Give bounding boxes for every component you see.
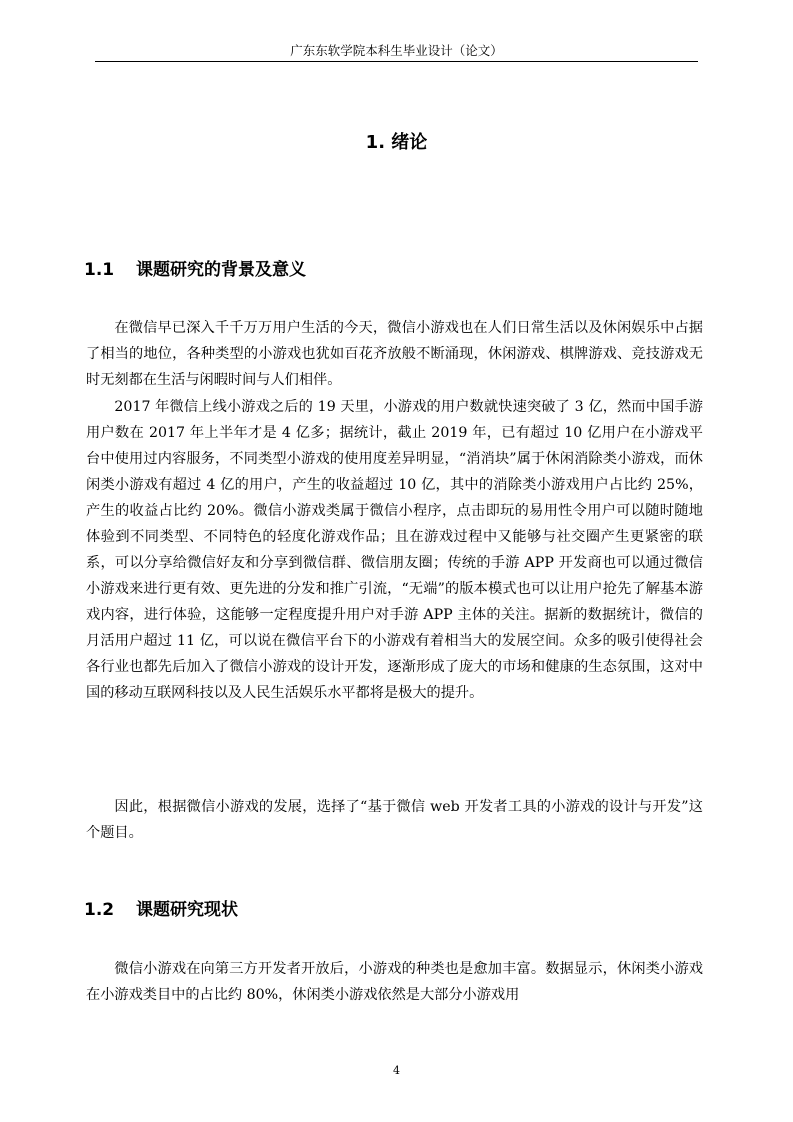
section-number: 1.2 xyxy=(84,900,115,920)
running-header: 广东东软学院本科生毕业设计（论文） xyxy=(290,43,503,58)
body-paragraph: 因此，根据微信小游戏的发展，选择了“基于微信 web 开发者工具的小游戏的设计与开发”这个题目。 xyxy=(86,799,703,841)
section-heading xyxy=(84,258,306,282)
chapter-title: 1. 绪论 xyxy=(365,132,428,153)
section-heading xyxy=(84,898,238,922)
section-title: 课题研究的背景及意义 xyxy=(136,260,306,280)
page-number: 4 xyxy=(393,1064,400,1077)
header-rule xyxy=(95,61,698,62)
body-paragraph: 微信小游戏在向第三方开发者开放后，小游戏的种类也是愈加丰富。数据显示，休闲类小游戏在小游戏类目中的占比约 80%，休闲类小游戏依然是大部分小游戏用 xyxy=(86,961,703,1003)
body-paragraph: 在微信早已深入千千万万用户生活的今天，微信小游戏也在人们日常生活以及休闲娱乐中占据了相当的地位，各种类型的小游戏也犹如百花齐放般不断涌现，休闲游戏、棋牌游戏、竞技游戏无时无刻都在生活与闲暇时间与人们相伴。 xyxy=(86,320,703,388)
body-paragraph: 2017 年微信上线小游戏之后的 19 天里，小游戏的用户数就快速突破了 3 亿，然而中国手游用户数在 2017 年上半年才是 4 亿多；据统计，截止 2019 年，已有超过 10 亿用户在小游戏平台中使用过内容服务，不同类型小游戏的使用度差异明显，“消消块”属于休闲消除类小游戏，而休闲类小游戏有超过 4 亿的用户，产生的收益超过 10 亿，其中的消除类小游戏用户占比约 25%，产生的收益占比约 20%。微信小游戏类属于微信小程序，点击即玩的易用性令用户可以随时随地体验到不同类型、不同特色的轻度化游戏作品；且在游戏过程中又能够与社交圈产生更紧密的联系，可以分享给微信好友和分享到微信群、微信朋友圈；传统的手游 APP 开发商也可以通过微信小游戏来进行更有效、更先进的分发和推广引流，“无端”的版本模式也可以让用户抢先了解基本游戏内容，进行体验，这能够一定程度提升用户对手游 APP 主体的关注。据新的数据统计，微信的月活用户超过 11 亿，可以说在微信平台下的小游戏有着相当大的发展空间。众多的吸引使得社会各行业也都先后加入了微信小游戏的设计开发，逐渐形成了庞大的市场和健康的生态氛围，这对中国的移动互联网科技以及人民生活娱乐水平都将是极大的提升。 xyxy=(86,399,703,701)
section-number: 1.1 xyxy=(84,260,115,280)
section-title: 课题研究现状 xyxy=(136,900,238,920)
